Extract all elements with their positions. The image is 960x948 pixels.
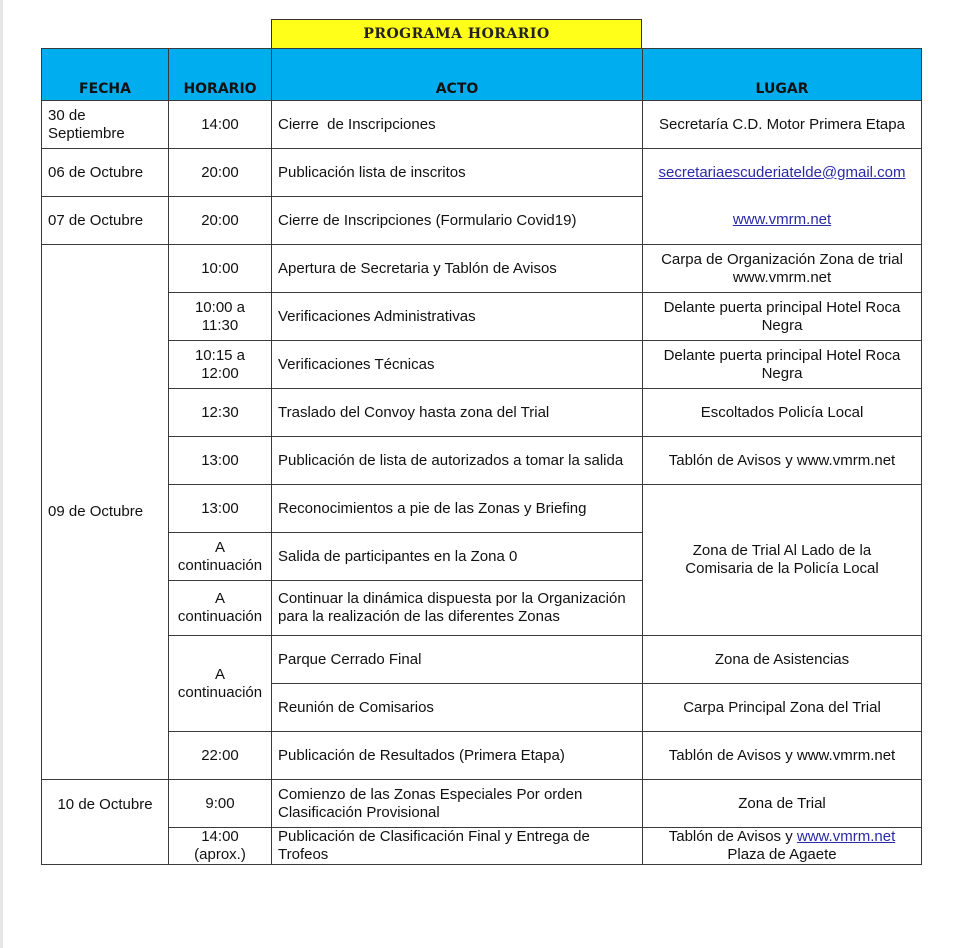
table-row bbox=[42, 149, 922, 197]
horario-cell: A continuación bbox=[169, 636, 272, 732]
horario-cell: 12:30 bbox=[169, 389, 272, 437]
table-row bbox=[42, 197, 922, 245]
website-link[interactable]: www.vmrm.net bbox=[796, 828, 896, 845]
schedule-table bbox=[41, 48, 922, 865]
lugar-cell: Delante puerta principal Hotel Roca Negra bbox=[643, 341, 922, 389]
acto-cell: Reconocimientos a pie de las Zonas y Briefing bbox=[272, 485, 643, 533]
page-edge bbox=[0, 0, 3, 948]
horario-cell: 13:00 bbox=[169, 437, 272, 485]
header-horario: HORARIO bbox=[169, 49, 272, 101]
header-acto: ACTO bbox=[272, 49, 643, 101]
fecha-cell: 10 de Octubre bbox=[42, 780, 169, 865]
table-row bbox=[42, 101, 922, 149]
table-row bbox=[42, 389, 922, 437]
horario-cell: 20:00 bbox=[169, 149, 272, 197]
horario-cell: A continuación bbox=[169, 581, 272, 636]
lugar-cell: Zona de Asistencias bbox=[643, 636, 922, 684]
lugar-cell: Tablón de Avisos y www.vmrm.net bbox=[643, 437, 922, 485]
lugar-cell bbox=[643, 149, 922, 197]
acto-cell: Continuar la dinámica dispuesta por la Organización para la realización de las diferentes Zonas bbox=[272, 581, 643, 636]
fecha-cell: 09 de Octubre bbox=[42, 245, 169, 780]
horario-cell: 10:00 a 11:30 bbox=[169, 293, 272, 341]
acto-cell: Publicación de Resultados (Primera Etapa) bbox=[272, 732, 643, 780]
acto-cell: Verificaciones Técnicas bbox=[272, 341, 643, 389]
page-title: PROGRAMA HORARIO bbox=[271, 19, 642, 48]
horario-cell: 10:15 a 12:00 bbox=[169, 341, 272, 389]
website-link[interactable]: www.vmrm.net bbox=[732, 211, 832, 229]
header-lugar: LUGAR bbox=[643, 49, 922, 101]
acto-cell: Cierre de Inscripciones bbox=[272, 101, 643, 149]
fecha-cell: 06 de Octubre bbox=[42, 149, 169, 197]
horario-cell: 10:00 bbox=[169, 245, 272, 293]
table-row bbox=[42, 780, 922, 828]
lugar-cell: Zona de Trial bbox=[643, 780, 922, 828]
horario-cell: 20:00 bbox=[169, 197, 272, 245]
lugar-cell: Escoltados Policía Local bbox=[643, 389, 922, 437]
horario-cell: 9:00 bbox=[169, 780, 272, 828]
horario-cell: 13:00 bbox=[169, 485, 272, 533]
fecha-cell: 30 de Septiembre bbox=[42, 101, 169, 149]
table-row bbox=[42, 341, 922, 389]
table-row bbox=[42, 732, 922, 780]
acto-cell: Comienzo de las Zonas Especiales Por orden Clasificación Provisional bbox=[272, 780, 643, 828]
lugar-cell bbox=[643, 828, 922, 865]
table-row bbox=[42, 636, 922, 684]
acto-cell: Verificaciones Administrativas bbox=[272, 293, 643, 341]
header-row bbox=[42, 49, 922, 101]
lugar-cell bbox=[643, 197, 922, 245]
horario-cell: 14:00 (aprox.) bbox=[169, 828, 272, 865]
horario-cell: 22:00 bbox=[169, 732, 272, 780]
acto-cell: Parque Cerrado Final bbox=[272, 636, 643, 684]
lugar-cell: Zona de Trial Al Lado de la Comisaria de la Policía Local bbox=[643, 485, 922, 636]
acto-cell: Publicación de lista de autorizados a tomar la salida bbox=[272, 437, 643, 485]
lugar-suffix: Plaza de Agaete bbox=[727, 846, 837, 863]
lugar-cell: Carpa de Organización Zona de trial www.vmrm.net bbox=[643, 245, 922, 293]
acto-cell: Traslado del Convoy hasta zona del Trial bbox=[272, 389, 643, 437]
acto-cell: Apertura de Secretaria y Tablón de Avisos bbox=[272, 245, 643, 293]
lugar-prefix: Tablón de Avisos y bbox=[668, 828, 797, 845]
acto-cell: Cierre de Inscripciones (Formulario Covid19) bbox=[272, 197, 643, 245]
acto-cell: Publicación lista de inscritos bbox=[272, 149, 643, 197]
header-fecha: FECHA bbox=[42, 49, 169, 101]
acto-cell: Reunión de Comisarios bbox=[272, 684, 643, 732]
table-row bbox=[42, 828, 922, 865]
horario-cell: 14:00 bbox=[169, 101, 272, 149]
fecha-cell: 07 de Octubre bbox=[42, 197, 169, 245]
table-row bbox=[42, 485, 922, 533]
lugar-cell: Delante puerta principal Hotel Roca Negra bbox=[643, 293, 922, 341]
lugar-cell: Tablón de Avisos y www.vmrm.net bbox=[643, 732, 922, 780]
table-row bbox=[42, 293, 922, 341]
table-row bbox=[42, 245, 922, 293]
lugar-cell: Carpa Principal Zona del Trial bbox=[643, 684, 922, 732]
email-link[interactable]: secretariaescuderiatelde@gmail.com bbox=[658, 163, 906, 181]
acto-cell: Salida de participantes en la Zona 0 bbox=[272, 533, 643, 581]
acto-cell: Publicación de Clasificación Final y Entrega de Trofeos bbox=[272, 828, 643, 865]
table-row bbox=[42, 437, 922, 485]
horario-cell: A continuación bbox=[169, 533, 272, 581]
lugar-cell: Secretaría C.D. Motor Primera Etapa bbox=[643, 101, 922, 149]
